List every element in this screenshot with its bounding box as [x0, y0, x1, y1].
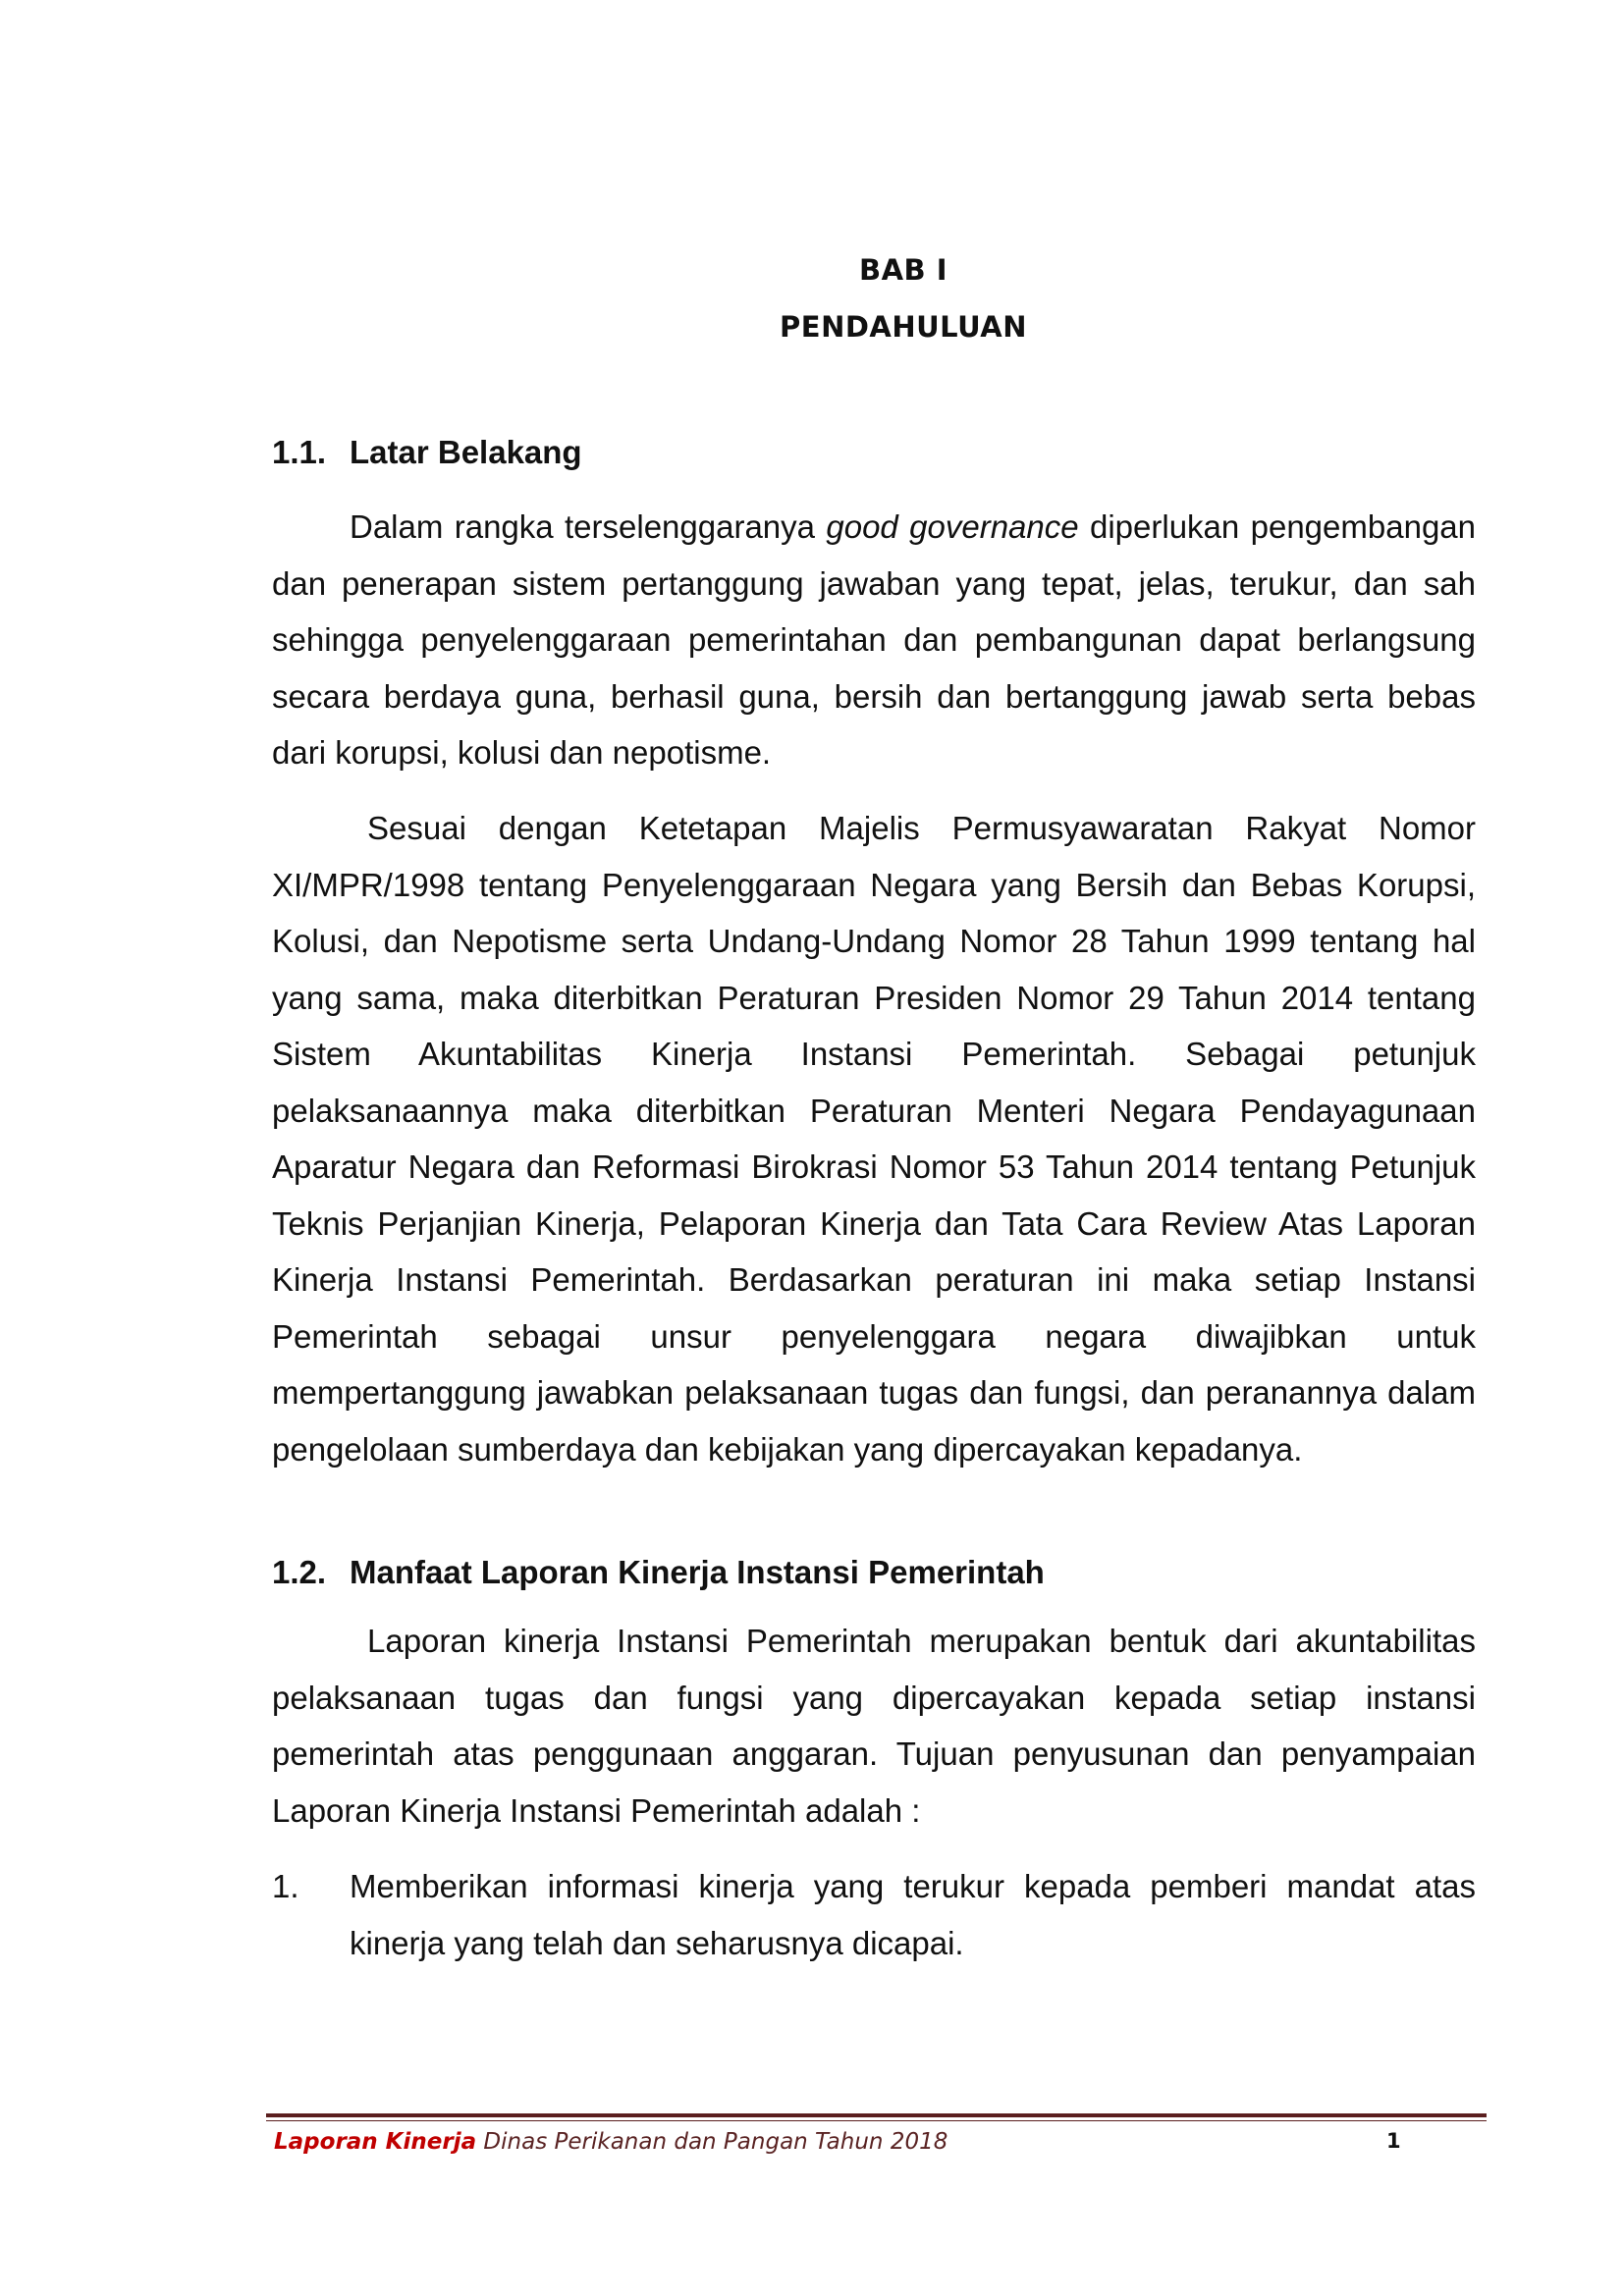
paragraph-background — [272, 499, 1476, 781]
paragraph-regulation: Sesuai dengan Ketetapan Majelis Permusyawaratan Rakyat Nomor XI/MPR/1998 tentang Penyelenggaraan Negara yang Bersih dan Bebas Korupsi, Kolusi, dan Nepotisme serta Undang-Undang Nomor 28 Tahun 1999 tentang hal yang sama, maka diterbitkan Peraturan Presiden Nomor 29 Tahun 2014 tentang Sistem Akuntabilitas Kinerja Instansi Pemerintah. Sebagai petunjuk pelaksanaannya maka diterbitkan Peraturan Menteri Negara Pendayagunaan Aparatur Negara dan Reformasi Birokrasi Nomor 53 Tahun 2014 tentang Petunjuk Teknis Perjanjian Kinerja, Pelaporan Kinerja dan Tata Cara Review Atas Laporan Kinerja Instansi Pemerintah. Berdasarkan peraturan ini maka setiap Instansi Pemerintah sebagai unsur penyelenggara negara diwajibkan untuk mempertanggung jawabkan pelaksanaan tugas dan fungsi, dan peranannya dalam pengelolaan sumberdaya dan kebijakan yang dipercayakan kepadanya. — [272, 810, 1476, 1468]
italic-term: good governance — [826, 508, 1079, 545]
section-heading-1-1 — [272, 433, 1480, 472]
section-number: 1.2. — [272, 1554, 327, 1590]
paragraph-text-start: Dalam rangka terselenggaranya — [350, 508, 827, 545]
section-number: 1.1. — [272, 434, 327, 470]
page-number: 1 — [1386, 2129, 1401, 2153]
list-marker: 1. — [272, 1868, 299, 1904]
footer-rule-thick — [266, 2113, 1487, 2117]
footer-rule-thin — [266, 2120, 1487, 2121]
footer-text — [274, 2129, 947, 2155]
chapter-label: BAB I — [858, 253, 948, 287]
section-heading-1-2 — [272, 1553, 1480, 1592]
chapter-title: PENDAHULUAN — [780, 310, 1027, 344]
section-title: Latar Belakang — [350, 434, 582, 470]
footer-accent-text: Laporan Kinerja — [274, 2129, 477, 2155]
paragraph-text-end: diperlukan pengembangan dan penerapan sistem pertanggung jawaban yang tepat, jelas, terukur, dan sah sehingga penyelenggaraan pemerintahan dan pembangunan dapat berlangsung secara berdaya guna, berhasil guna, bersih dan bertanggung jawab serta bebas dari korupsi, kolusi dan nepotisme. — [272, 508, 1477, 771]
footer-rest-text: Dinas Perikanan dan Pangan Tahun 2018 — [476, 2129, 948, 2155]
section-title: Manfaat Laporan Kinerja Instansi Pemerintah — [350, 1554, 1045, 1590]
list-item — [272, 1858, 1476, 1971]
paragraph-benefit: Laporan kinerja Instansi Pemerintah merupakan bentuk dari akuntabilitas pelaksanaan tugas dan fungsi yang dipercayakan kepada setiap instansi pemerintah atas penggunaan anggaran. Tujuan penyusunan dan penyampaian Laporan Kinerja Instansi Pemerintah adalah : — [272, 1623, 1476, 1829]
list-item-text: Memberikan informasi kinerja yang terukur kepada pemberi mandat atas kinerja yang telah dan seharusnya dicapai. — [350, 1868, 1476, 1961]
